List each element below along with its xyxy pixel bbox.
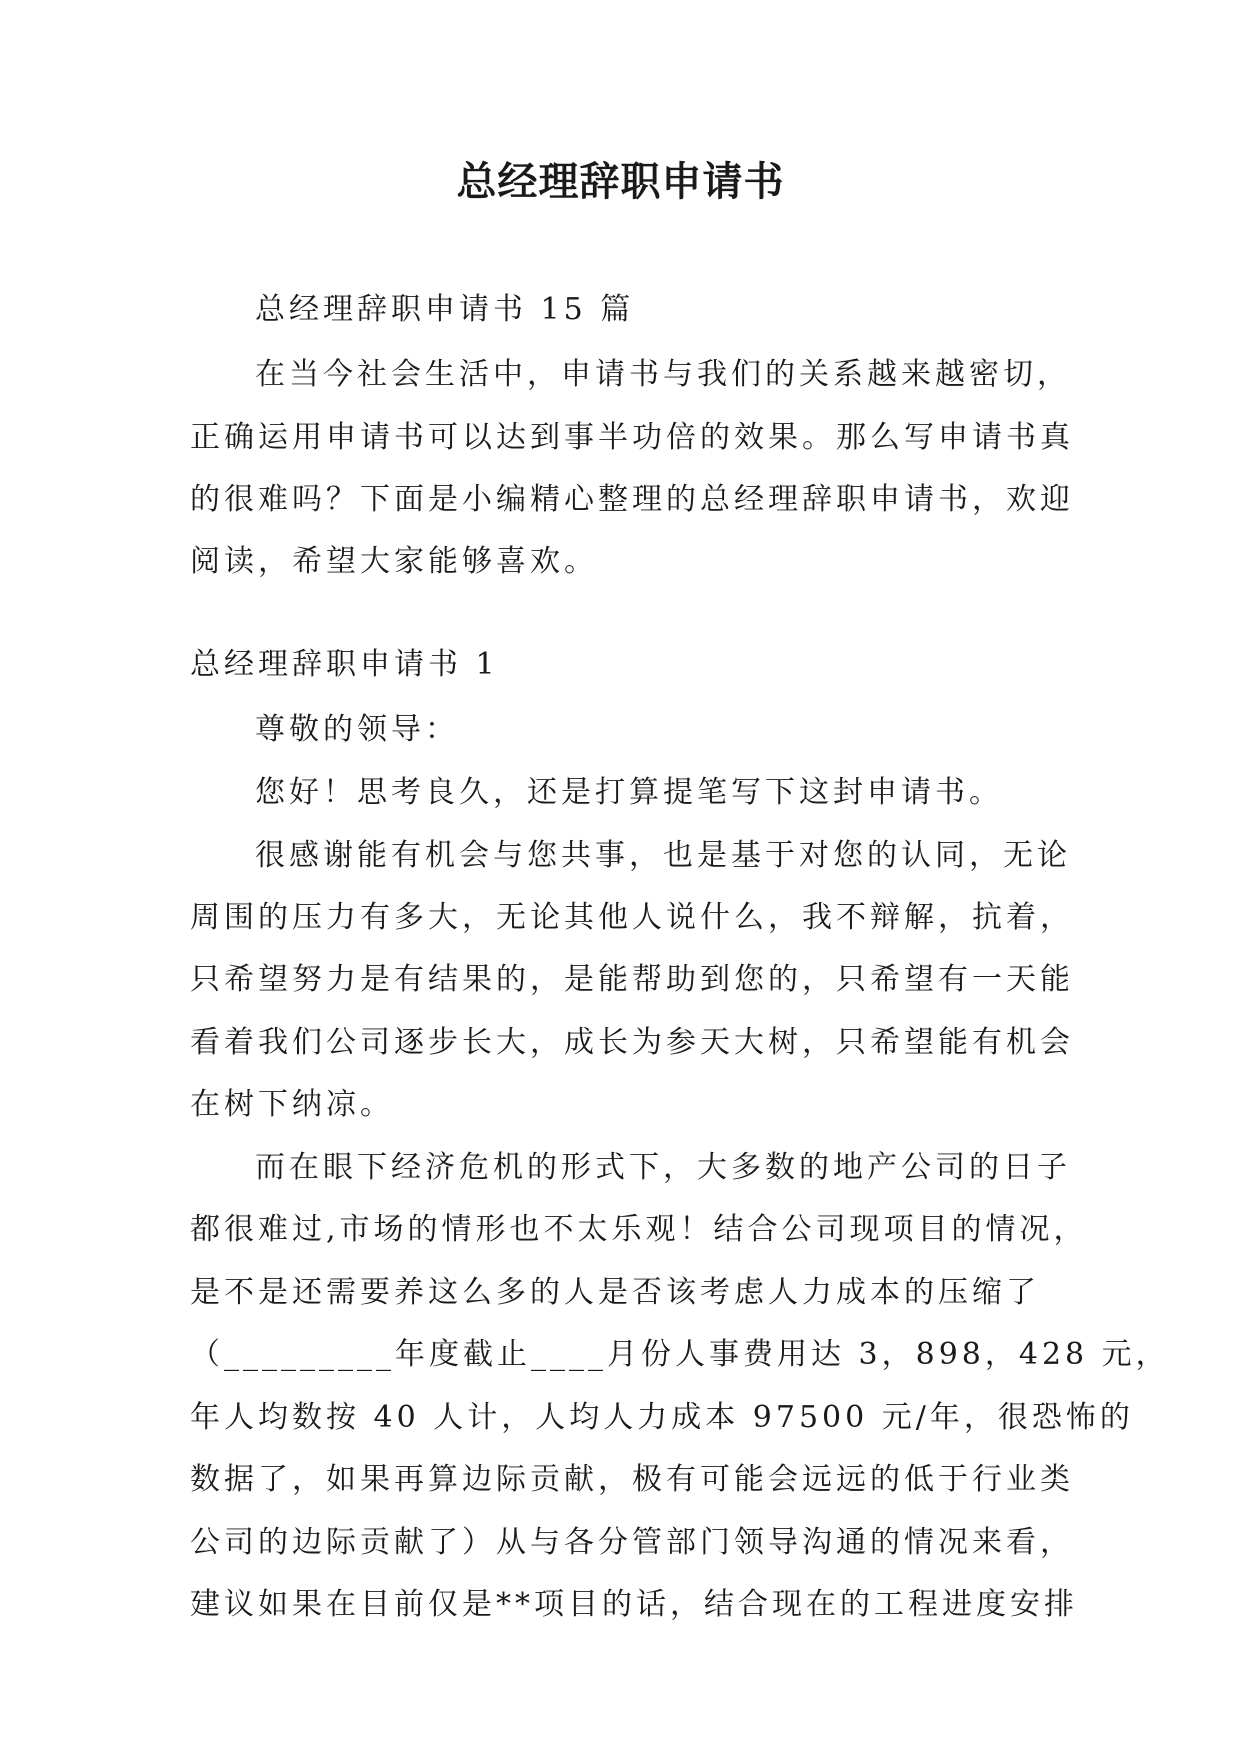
paragraph-line: （_________年度截止____月份人事费用达 3，898，428 元， [190, 1337, 1170, 1372]
subtitle-line: 总经理辞职申请书 15 篇 [255, 292, 635, 327]
paragraph-line: 公司的边际贡献了）从与各分管部门领导沟通的情况来看， [190, 1525, 1074, 1560]
paragraph-line: 您好！思考良久，还是打算提笔写下这封申请书。 [255, 775, 1003, 810]
paragraph-line: 周围的压力有多大，无论其他人说什么，我不辩解，抗着， [190, 900, 1074, 935]
paragraph-line: 在树下纳凉。 [190, 1087, 394, 1122]
paragraph-line: 只希望努力是有结果的，是能帮助到您的，只希望有一天能 [190, 962, 1074, 997]
paragraph-line: 阅读，希望大家能够喜欢。 [190, 544, 598, 579]
paragraph-line: 数据了，如果再算边际贡献，极有可能会远远的低于行业类 [190, 1462, 1074, 1497]
paragraph-line: 建议如果在目前仅是**项目的话，结合现在的工程进度安排 [190, 1587, 1078, 1622]
paragraph-line: 正确运用申请书可以达到事半功倍的效果。那么写申请书真 [190, 420, 1074, 455]
paragraph-line: 在当今社会生活中，申请书与我们的关系越来越密切， [255, 357, 1071, 392]
paragraph-line: 的很难吗？下面是小编精心整理的总经理辞职申请书，欢迎 [190, 482, 1074, 517]
paragraph-line: 而在眼下经济危机的形式下，大多数的地产公司的日子 [255, 1150, 1071, 1185]
salutation-line: 尊敬的领导： [255, 712, 459, 747]
paragraph-line: 年人均数按 40 人计，人均人力成本 97500 元/年，很恐怖的 [190, 1400, 1134, 1435]
page-title: 总经理辞职申请书 [456, 159, 785, 205]
paragraph-line: 都很难过,市场的情形也不太乐观！结合公司现项目的情况， [190, 1212, 1088, 1247]
paragraph-line: 很感谢能有机会与您共事，也是基于对您的认同，无论 [255, 838, 1071, 873]
section-heading: 总经理辞职申请书 1 [190, 647, 499, 682]
paragraph-line: 看着我们公司逐步长大，成长为参天大树，只希望能有机会 [190, 1025, 1074, 1060]
paragraph-line: 是不是还需要养这么多的人是否该考虑人力成本的压缩了 [190, 1275, 1040, 1310]
